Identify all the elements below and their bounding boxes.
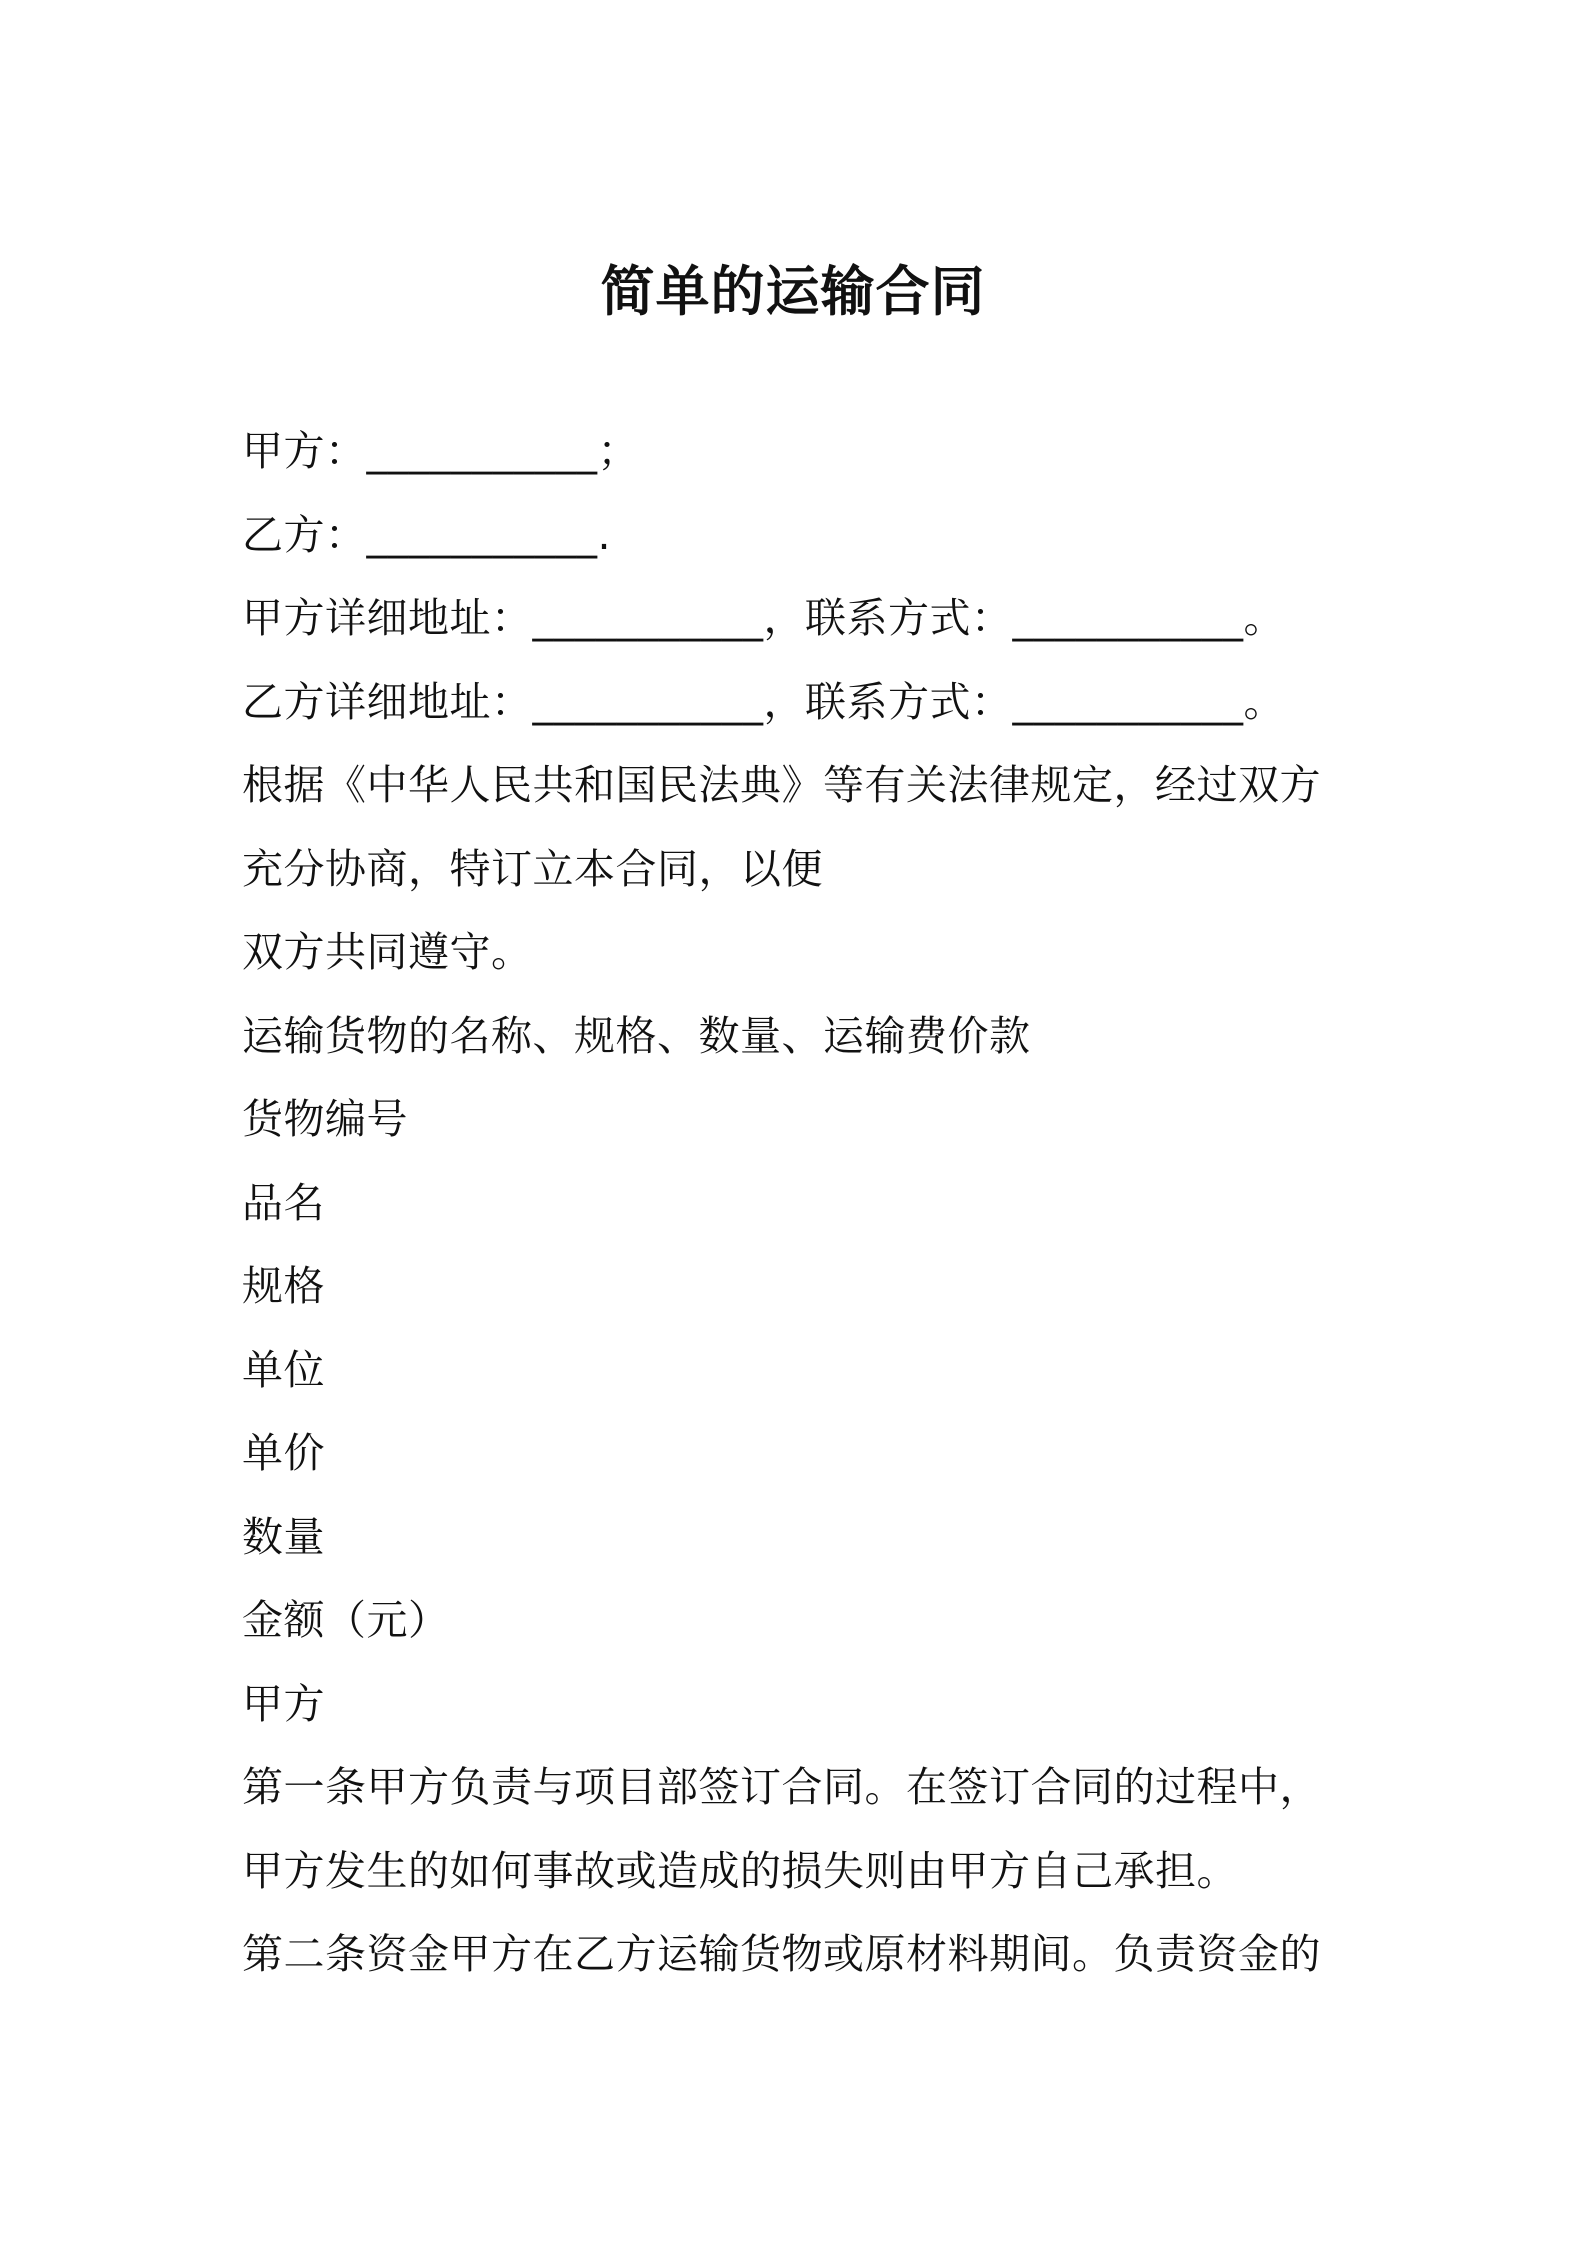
legal-basis-line-3: 双方共同遵守。: [242, 928, 533, 976]
goods-heading: 运输货物的名称、规格、数量、运输费价款: [242, 1011, 1031, 1060]
goods-field-quantity: 数量: [242, 1512, 325, 1561]
legal-basis-line-1: 根据《中华人民共和国民法典》等有关法律规定，经过双方: [242, 761, 1321, 809]
clause-2-line-1: 第二条资金甲方在乙方运输货物或原材料期间。负责资金的: [242, 1930, 1321, 1978]
goods-field-spec: 规格: [242, 1262, 325, 1310]
party-a-heading: 甲方: [242, 1679, 325, 1728]
clause-1-line-1: 第一条甲方负责与项目部签订合同。在签订合同的过程中，: [242, 1763, 1321, 1811]
party-a-line: 甲方：___________；: [242, 427, 639, 475]
party-b-address-line: 乙方详细地址：___________，联系方式：___________。: [242, 677, 1285, 726]
document-title: 简单的运输合同: [600, 260, 986, 323]
clause-1-line-2: 甲方发生的如何事故或造成的损失则由甲方自己承担。: [242, 1846, 1238, 1895]
party-a-address-line: 甲方详细地址：___________，联系方式：___________。: [242, 594, 1285, 642]
party-b-line: 乙方：___________.: [242, 510, 612, 559]
document-body: [242, 410, 1362, 1997]
goods-field-amount: 金额（元）: [242, 1596, 450, 1644]
goods-field-unit: 单位: [242, 1345, 325, 1394]
legal-basis-line-2: 充分协商，特订立本合同，以便: [242, 844, 823, 893]
goods-field-unit-price: 单价: [242, 1429, 325, 1477]
goods-field-number: 货物编号: [242, 1095, 408, 1143]
goods-field-name: 品名: [242, 1178, 325, 1227]
